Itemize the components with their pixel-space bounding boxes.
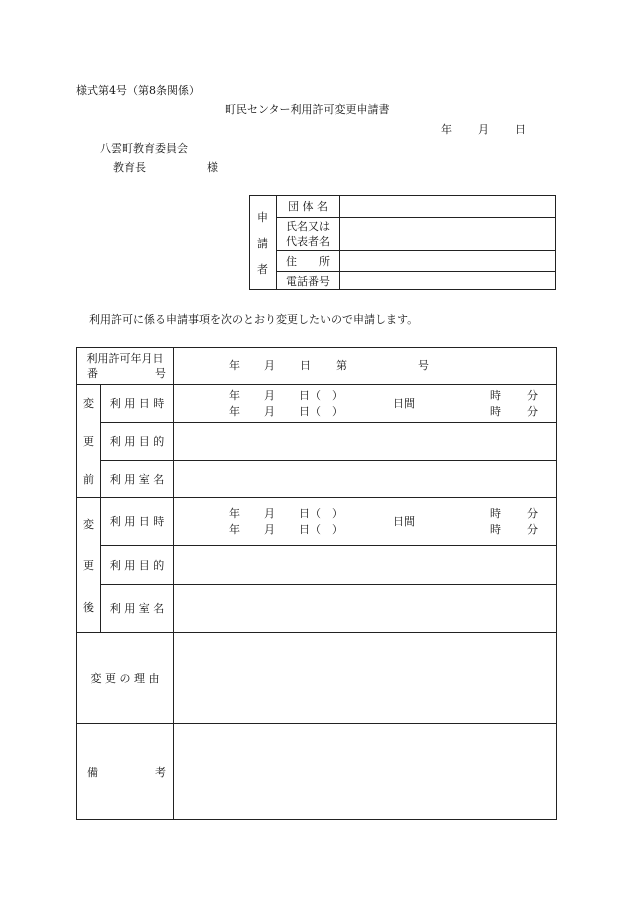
page-title: 町民センター利用許可変更申請書 <box>225 103 390 116</box>
addressee-title: 教育長 <box>113 161 146 174</box>
after-label-3: 後 <box>83 600 94 614</box>
addressee-org: 八雲町教育委員会 <box>100 142 188 155</box>
remarks-label-right: 考 <box>155 766 166 779</box>
reason-field[interactable] <box>175 634 555 722</box>
before-room-field[interactable] <box>175 462 555 496</box>
before-label-1: 変 <box>83 396 94 410</box>
remarks-field[interactable] <box>175 725 555 818</box>
group-name-field[interactable] <box>341 197 554 216</box>
after-label-2: 更 <box>83 558 94 572</box>
intro-text: 利用許可に係る申請事項を次のとおり変更したいので申請します。 <box>89 313 419 326</box>
form-number: 様式第4号（第8条関係） <box>76 84 200 97</box>
after-purpose-field[interactable] <box>175 547 555 583</box>
after-room-field[interactable] <box>175 586 555 631</box>
address-label: 住 所 <box>286 254 330 268</box>
applicant-label-3: 者 <box>257 262 268 276</box>
phone-label: 電話番号 <box>286 274 330 288</box>
permit-label-line1: 利用許可年月日 <box>86 352 164 365</box>
before-label-2: 更 <box>83 434 94 448</box>
phone-field[interactable] <box>341 273 554 289</box>
name-label-line2: 代表者名 <box>286 234 330 248</box>
before-date-label: 利 用 日 時 <box>109 397 165 410</box>
group-name-label: 団 体 名 <box>288 200 328 213</box>
applicant-label-1: 申 <box>257 210 268 224</box>
honorific: 様 <box>207 161 218 174</box>
after-label-1: 変 <box>83 517 94 531</box>
applicant-label-2: 請 <box>257 236 268 250</box>
before-purpose-label: 利 用 目 的 <box>109 435 165 448</box>
permit-label-go: 号 <box>155 367 166 380</box>
permit-label-ban: 番 <box>87 367 98 380</box>
name-label-line1: 氏名又は <box>286 219 330 233</box>
before-purpose-field[interactable] <box>175 424 555 459</box>
after-date-label: 利 用 日 時 <box>109 515 165 528</box>
representative-name-field[interactable] <box>341 219 554 249</box>
before-label-3: 前 <box>83 472 94 486</box>
address-field[interactable] <box>341 252 554 270</box>
reason-label: 変 更 の 理 由 <box>90 671 160 685</box>
after-room-label: 利 用 室 名 <box>109 602 165 615</box>
after-purpose-label: 利 用 目 的 <box>109 558 165 572</box>
before-room-label: 利 用 室 名 <box>109 472 165 486</box>
remarks-label-left: 備 <box>87 766 98 779</box>
